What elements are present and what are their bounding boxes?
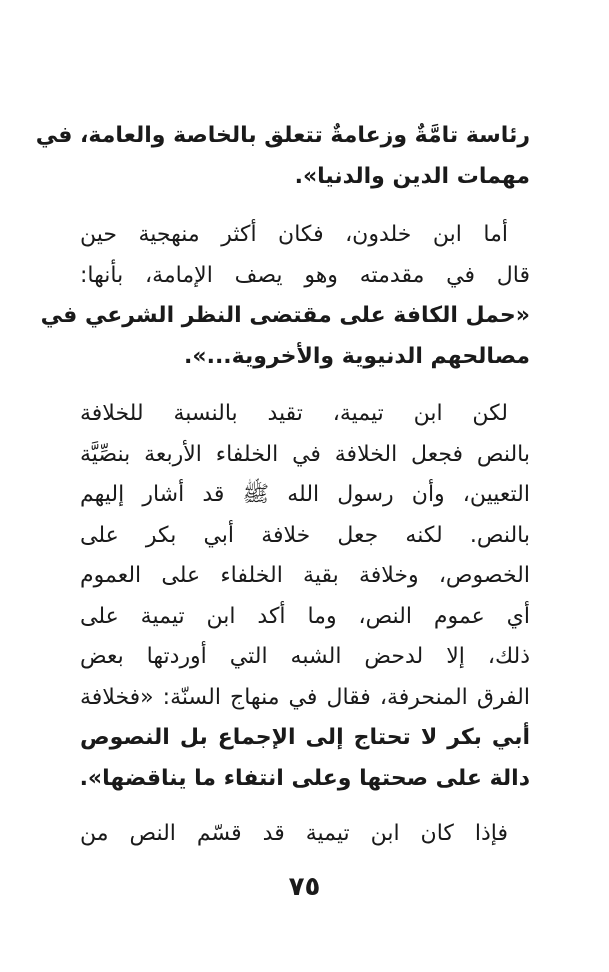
text-line: الخصوص، وخلافة بقية الخلفاء على العموم [80,563,530,588]
text-line: بالنص. لكنه جعل خلافة أبي بكر على [80,522,530,548]
text-line: مصالحهم الدنيوية والأخروية...». [184,343,530,369]
text-line: «حمل الكافة على مقتضى النظر الشرعي في [40,303,530,328]
text-line: بالنص فجعل الخلافة في الخلفاء الأربعة بنصِّيَّة [80,441,530,467]
text-line: مهمات الدين والدنيا». [294,163,530,189]
text-line: ذلك، إلا لدحض الشبه التي أوردتها بعض [80,644,530,669]
text-line: رئاسة تامَّةٌ وزعامةٌ تتعلق بالخاصة والعامة، في [35,123,530,148]
text-line: قال في مقدمته وهو يصف الإمامة، بأنها: [80,262,530,288]
paragraph-1 [35,116,530,197]
page-number: ٧٥ [288,872,321,902]
text-line: دالة على صحتها وعلى انتفاء ما يناقضها». [79,765,530,791]
text-line: التعيين، وأن رسول الله ﷺ قد أشار إليهم [80,482,530,507]
text-line: الفرق المنحرفة، فقال في منهاج السنّة: «فخلافة [80,684,530,710]
text-line: أبي بكر لا تحتاج إلى الإجماع بل النصوص [80,725,530,750]
paragraph-4 [80,814,530,855]
text-line: لكن ابن تيمية، تقيد بالنسبة للخلافة [80,401,508,426]
text-line: فإذا كان ابن تيمية قد قسّم النص من [80,821,508,846]
paragraph-3 [80,394,530,799]
paragraph-2 [40,215,530,377]
text-line: أما ابن خلدون، فكان أكثر منهجية حين [80,222,508,247]
text-line: أي عموم النص، وما أكد ابن تيمية على [80,603,530,629]
